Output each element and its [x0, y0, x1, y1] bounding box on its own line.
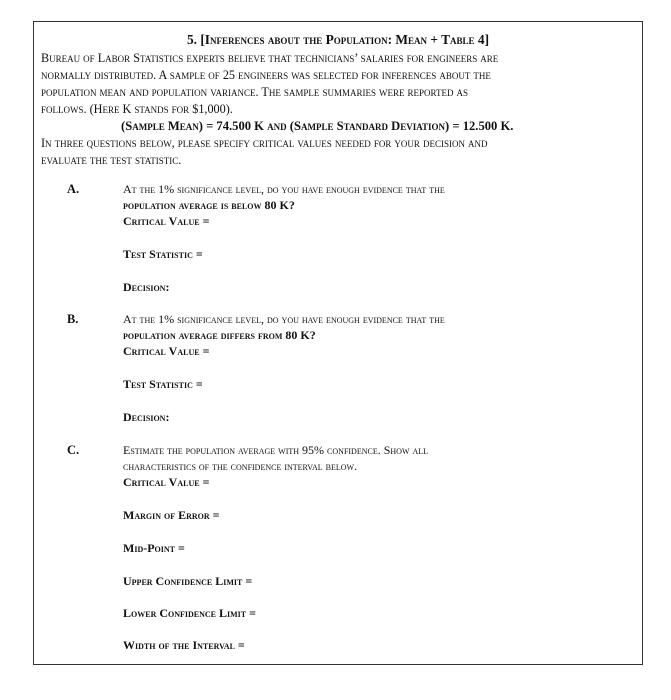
question-c-lower-limit-label: Lower Confidence Limit = [123, 606, 256, 620]
question-c-upper-limit-label: Upper Confidence Limit = [123, 574, 253, 588]
intro-line-2: normally distributed. A sample of 25 engineers was selected for inferences about the [41, 68, 491, 82]
question-c-prompt-1: Estimate the population average with 95% confidence. Show all [123, 443, 429, 457]
question-a-test-statistic-label: Test Statistic = [123, 247, 203, 261]
sample-summary: (Sample Mean) = 74.500 K and (Sample Standard Deviation) = 12.500 K. [121, 119, 514, 133]
intro-line-4: follows. (Here K stands for $1,000). [41, 102, 233, 116]
intro-line-3: population mean and population variance. The sample summaries were reported as [41, 85, 469, 99]
document-frame [33, 21, 643, 665]
question-b-decision-label: Decision: [123, 410, 170, 424]
question-a-prompt-1: At the 1% significance level, do you have enough evidence that the [123, 182, 445, 196]
question-b-test-statistic-label: Test Statistic = [123, 377, 203, 391]
question-a-decision-label: Decision: [123, 280, 170, 294]
question-c-letter: C. [67, 443, 80, 457]
problem-heading: 5. [Inferences about the Population: Mean + Table 4] [186, 32, 490, 47]
question-a-prompt-2: population average is below 80 K? [123, 198, 295, 212]
question-b-prompt-2: population average differs from 80 K? [123, 328, 316, 342]
intro-line-1: Bureau of Labor Statistics experts believe that technicians’ salaries for engineers are [41, 51, 499, 65]
question-c-width-label: Width of the Interval = [123, 638, 245, 652]
question-b-prompt-1: At the 1% significance level, do you have enough evidence that the [123, 312, 445, 326]
question-c-mid-point-label: Mid-Point = [123, 541, 185, 555]
question-c-margin-of-error-label: Margin of Error = [123, 508, 220, 522]
question-b-critical-value-label: Critical Value = [123, 344, 210, 358]
question-a-critical-value-label: Critical Value = [123, 214, 210, 228]
instruction-line-2: evaluate the test statistic. [41, 153, 182, 167]
instruction-line-1: In three questions below, please specify critical values needed for your decision and [41, 136, 488, 150]
question-c-critical-value-label: Critical Value = [123, 475, 210, 489]
question-a-letter: A. [67, 182, 80, 196]
question-b-letter: B. [67, 312, 79, 326]
question-c-prompt-2: characteristics of the confidence interval below. [123, 459, 358, 473]
